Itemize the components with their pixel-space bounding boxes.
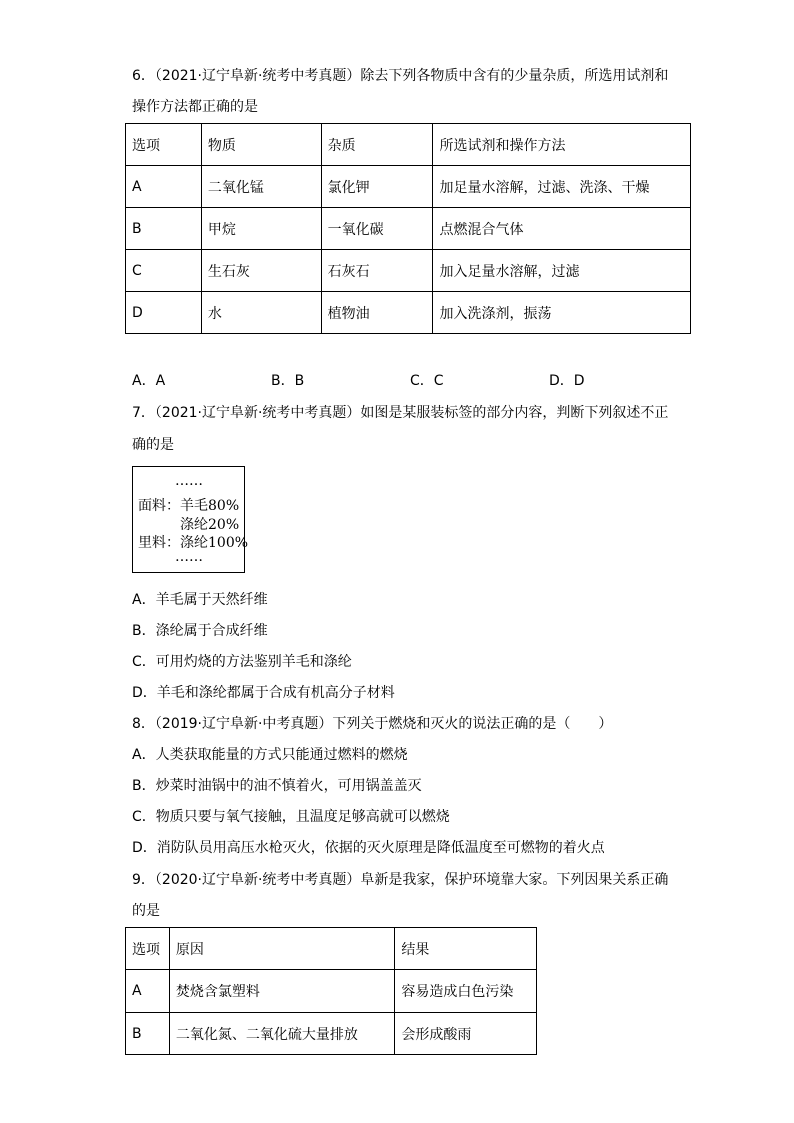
table-cell: 焚烧含氯塑料	[169, 970, 394, 1013]
table-row	[126, 208, 691, 250]
q8-option-b[interactable]: B．炒菜时油锅中的油不慎着火，可用锅盖盖灭	[132, 778, 422, 794]
label-surface-line2: 涤纶20%	[180, 517, 240, 533]
label-dots-bottom: ……	[175, 549, 203, 565]
q7-option-b[interactable]: B．涤纶属于合成纤维	[132, 623, 268, 639]
option-d[interactable]: D．D	[549, 373, 585, 389]
label-surface-line: 面料：羊毛80%	[138, 498, 240, 514]
table-header-cell: 选项	[126, 928, 170, 970]
table-cell: A	[126, 970, 170, 1013]
table-header-cell: 选项	[126, 124, 202, 166]
table-row	[126, 292, 691, 334]
table-row	[126, 1013, 537, 1055]
option-b[interactable]: B．B	[271, 373, 305, 389]
table-header-row	[126, 124, 691, 166]
q9-table	[125, 927, 537, 1055]
table-cell: 加足量水溶解，过滤、洗涤、干燥	[433, 166, 691, 208]
table-cell: B	[126, 1013, 170, 1055]
table-cell: C	[126, 250, 202, 292]
table-cell: 生石灰	[201, 250, 321, 292]
q7-option-a[interactable]: A．羊毛属于天然纤维	[132, 592, 268, 608]
table-cell: 二氧化锰	[201, 166, 321, 208]
q6-stem-line2: 操作方法都正确的是	[132, 99, 258, 115]
table-header-cell: 原因	[169, 928, 394, 970]
table-cell: 加入足量水溶解，过滤	[433, 250, 691, 292]
q9-stem-line1: 9．（2020·辽宁阜新·统考中考真题）阜新是我家，保护环境靠大家。下列因果关系正确	[132, 872, 669, 888]
table-cell: 甲烷	[201, 208, 321, 250]
table-cell: 水	[201, 292, 321, 334]
table-cell: 会形成酸雨	[395, 1013, 537, 1055]
table-cell: D	[126, 292, 202, 334]
q8-option-d[interactable]: D．消防队员用高压水枪灭火，依据的灭火原理是降低温度至可燃物的着火点	[132, 840, 605, 856]
q6-stem-line1: 6．（2021·辽宁阜新·统考中考真题）除去下列各物质中含有的少量杂质，所选用试剂和	[132, 68, 669, 84]
table-row	[126, 250, 691, 292]
q7-option-c[interactable]: C．可用灼烧的方法鉴别羊毛和涤纶	[132, 654, 352, 670]
q7-option-d[interactable]: D．羊毛和涤纶都属于合成有机高分子材料	[132, 685, 395, 701]
table-header-cell: 所选试剂和操作方法	[433, 124, 691, 166]
table-header-cell: 物质	[201, 124, 321, 166]
option-a[interactable]: A．A	[132, 373, 166, 389]
q9-stem-line2: 的是	[132, 903, 160, 919]
option-c[interactable]: C．C	[410, 373, 444, 389]
table-cell: 点燃混合气体	[433, 208, 691, 250]
q8-option-a[interactable]: A．人类获取能量的方式只能通过燃料的燃烧	[132, 747, 408, 763]
label-lining-line: 里料：涤纶100%	[138, 535, 249, 551]
table-cell: 石灰石	[321, 250, 433, 292]
table-cell: B	[126, 208, 202, 250]
table-header-row	[126, 928, 537, 970]
table-row	[126, 166, 691, 208]
table-cell: 容易造成白色污染	[395, 970, 537, 1013]
table-cell: 氯化钾	[321, 166, 433, 208]
table-row	[126, 970, 537, 1013]
label-dots-top: ……	[175, 473, 203, 489]
q7-stem-line1: 7．（2021·辽宁阜新·统考中考真题）如图是某服装标签的部分内容，判断下列叙述不正	[132, 405, 669, 421]
q8-option-c[interactable]: C．物质只要与氧气接触，且温度足够高就可以燃烧	[132, 809, 450, 825]
table-cell: 植物油	[321, 292, 433, 334]
clothing-label-figure	[132, 466, 249, 573]
q6-table	[125, 123, 691, 334]
table-header-cell: 结果	[395, 928, 537, 970]
q7-stem-line2: 确的是	[132, 437, 174, 453]
table-cell: 一氧化碳	[321, 208, 433, 250]
q8-stem: 8．（2019·辽宁阜新·中考真题）下列关于燃烧和灭火的说法正确的是（ ）	[132, 716, 613, 732]
table-cell: 加入洗涤剂，振荡	[433, 292, 691, 334]
q6-options	[132, 370, 692, 390]
table-header-cell: 杂质	[321, 124, 433, 166]
table-cell: 二氧化氮、二氧化硫大量排放	[169, 1013, 394, 1055]
table-cell: A	[126, 166, 202, 208]
